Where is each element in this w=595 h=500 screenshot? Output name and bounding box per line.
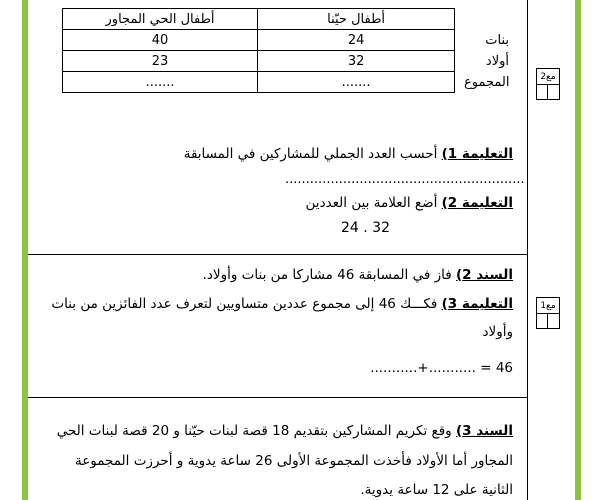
sanad3-label: السند 3)	[455, 423, 513, 439]
cell-total-ours[interactable]: .......	[258, 72, 455, 93]
cell-girls-neighbor: 40	[63, 30, 258, 51]
score-box-1	[536, 68, 560, 100]
sanad3-line2: المجاور أما الأولاد فأخذت المجموعة الأولى 26 ساعة يدوية و أحرزت المجموعة	[74, 453, 513, 469]
score-tag: مع1	[536, 297, 560, 314]
cell-total-neighbor[interactable]: .......	[63, 72, 258, 93]
row-label-total: المجموع	[464, 74, 510, 90]
section-divider	[28, 254, 527, 255]
sanad3-line3: الثانية على 12 ساعة يدوية.	[360, 482, 513, 498]
task2-text: أضع العلامة بين العددين	[305, 195, 442, 211]
task2-numbers[interactable]: 32 . 24	[340, 220, 390, 236]
task1-text: أحسب العدد الجملي للمشاركين في المسابقة	[183, 146, 442, 162]
task2-label: التعليمة 2)	[441, 195, 513, 211]
task3-text: فكـــك 46 إلى مجموع عددين متساويين لتعرف عدد الفائزين من بنات	[51, 296, 442, 312]
header-our-kids: أطفال حيّنا	[258, 9, 455, 30]
table-header-row	[63, 9, 512, 30]
sanad2-text: فاز في المسابقة 46 مشاركا من بنات وأولاد.	[202, 267, 456, 283]
task3-label: التعليمة 3)	[441, 296, 513, 312]
margin-divider	[527, 0, 528, 500]
row-label-boys: أولاد	[485, 53, 509, 69]
left-green-border	[22, 0, 28, 500]
score-cell[interactable]	[548, 85, 560, 100]
score-cell[interactable]	[536, 314, 548, 329]
task1-label: التعليمة 1)	[441, 146, 513, 162]
task1-answer-dots[interactable]: ..........................................................	[285, 172, 525, 187]
section-divider	[28, 397, 527, 398]
task2-line	[306, 195, 513, 211]
cell-girls-ours: 24	[258, 30, 455, 51]
task1-line	[184, 146, 513, 162]
score-cell[interactable]	[536, 85, 548, 100]
table-row	[63, 51, 512, 72]
cell-boys-ours: 32	[258, 51, 455, 72]
task3-line	[51, 296, 513, 312]
task3-equation[interactable]: 46 = ...........+...........	[370, 360, 513, 376]
row-label-girls: بنات	[485, 32, 509, 48]
participants-table	[62, 8, 512, 93]
score-tag: مع2	[536, 68, 560, 85]
sanad2-line	[203, 267, 513, 283]
score-cell[interactable]	[548, 314, 560, 329]
sanad2-label: السند 2)	[455, 267, 513, 283]
task3-continuation: وأولاد	[482, 324, 513, 340]
sanad3-line1	[57, 423, 513, 439]
header-neighbor-kids: أطفال الحي المجاور	[63, 9, 258, 30]
cell-boys-neighbor: 23	[63, 51, 258, 72]
table-row	[63, 30, 512, 51]
sanad3-text: وقع تكريم المشاركين بتقديم 18 قصة لبنات حيّنا و 20 قصة لبنات الحي	[56, 423, 456, 439]
table-row	[63, 72, 512, 93]
right-green-border	[575, 0, 581, 500]
score-box-2	[536, 297, 560, 329]
